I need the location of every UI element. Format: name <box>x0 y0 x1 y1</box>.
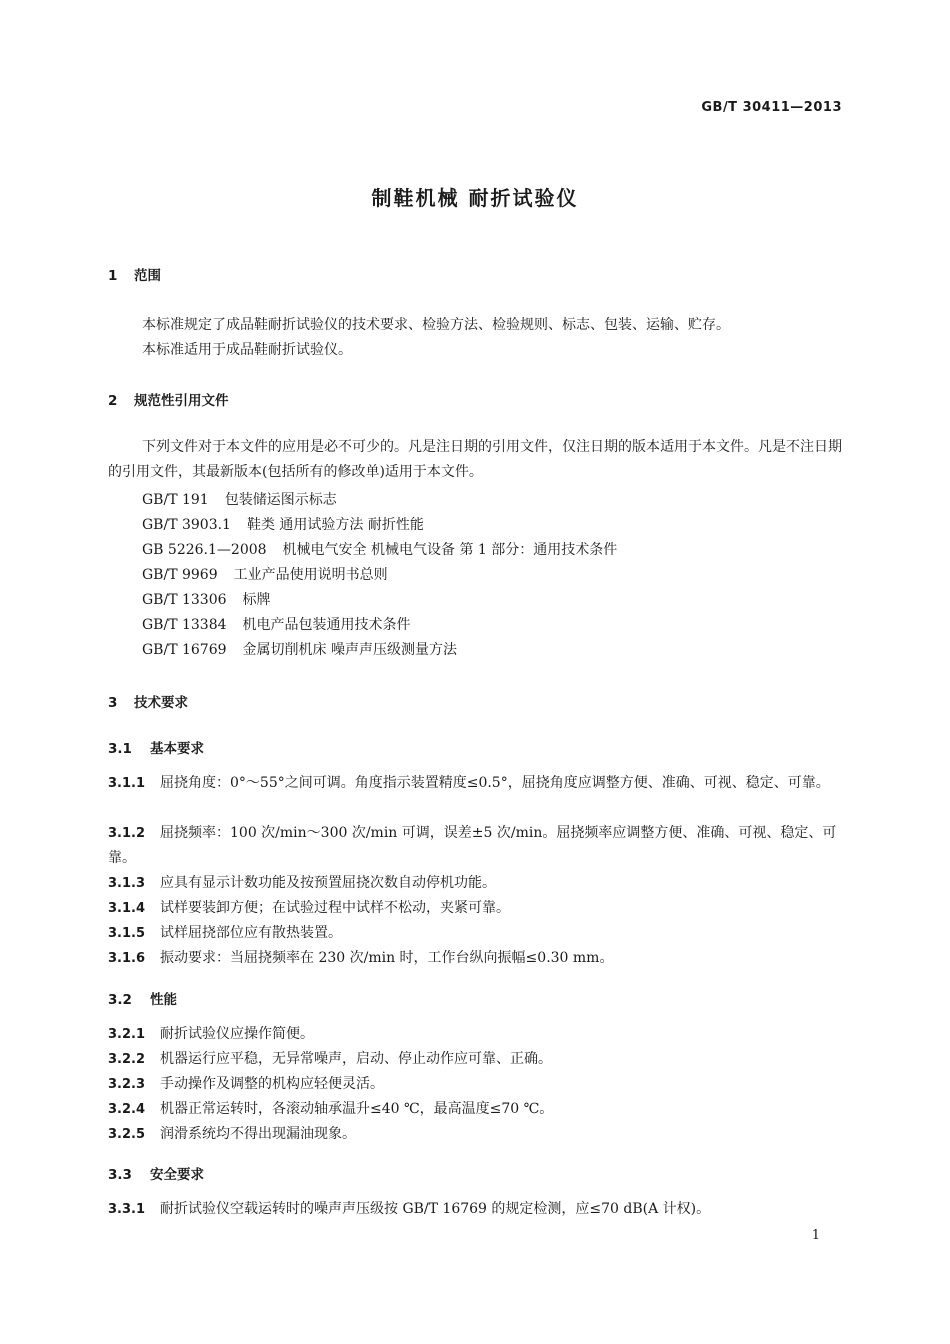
section-title: 基本要求 <box>150 741 204 757</box>
section-number: 2 <box>108 393 118 409</box>
section-title: 技术要求 <box>134 695 188 711</box>
ref-item <box>142 589 287 609</box>
clause-number: 3.1.4 <box>108 901 146 916</box>
clause-text: 润滑系统均不得出现漏油现象。 <box>160 1126 356 1142</box>
clause-number: 3.1.1 <box>108 776 146 791</box>
section-title: 安全要求 <box>150 1167 204 1183</box>
clause-3-1-5 <box>108 921 844 946</box>
section-number: 3.1 <box>108 741 132 757</box>
clause-text: 试样要装卸方便；在试验过程中试样不松动，夹紧可靠。 <box>160 900 510 916</box>
ref-code: GB/T 13384 <box>142 617 227 633</box>
ref-item <box>142 614 427 634</box>
clause-text: 手动操作及调整的机构应轻便灵活。 <box>160 1076 384 1092</box>
clause-number: 3.3.1 <box>108 1202 146 1217</box>
clause-3-2-1 <box>108 1022 844 1047</box>
clause-number: 3.2.2 <box>108 1052 146 1067</box>
section-3-2-heading <box>108 988 177 1008</box>
clause-text: 机器正常运转时，各滚动轴承温升≤40 ℃，最高温度≤70 ℃。 <box>160 1101 554 1117</box>
refs-intro: 下列文件对于本文件的应用是必不可少的。凡是注日期的引用文件，仅注日期的版本适用于本文件。凡是不注日期的引用文件，其最新版本(包括所有的修改单)适用于本文件。 <box>108 439 842 480</box>
section-2-heading <box>108 389 229 409</box>
clause-text: 屈挠角度：0°～55°之间可调。角度指示装置精度≤0.5°，屈挠角度应调整方便、准确、可视、稳定、可靠。 <box>160 775 830 791</box>
ref-title: 机械电气安全 机械电气设备 第 1 部分：通用技术条件 <box>282 542 618 558</box>
clause-3-1-4 <box>108 896 844 921</box>
section-3-1-heading <box>108 737 204 757</box>
section-title: 规范性引用文件 <box>134 393 229 409</box>
clause-3-2-2 <box>108 1047 844 1072</box>
ref-title: 机电产品包装通用技术条件 <box>242 617 411 633</box>
ref-code: GB/T 9969 <box>142 567 218 583</box>
ref-code: GB/T 3903.1 <box>142 517 231 533</box>
ref-code: GB/T 191 <box>142 492 209 508</box>
ref-item <box>142 564 404 584</box>
clause-text: 振动要求：当屈挠频率在 230 次/min 时，工作台纵向振幅≤0.30 mm。 <box>160 950 614 966</box>
page-number: 1 <box>811 1228 820 1243</box>
ref-title: 鞋类 通用试验方法 耐折性能 <box>246 517 424 533</box>
ref-item <box>142 514 440 534</box>
clause-number: 3.1.2 <box>108 826 146 841</box>
ref-title: 金属切削机床 噪声声压级测量方法 <box>242 642 457 658</box>
clause-number: 3.1.5 <box>108 926 146 941</box>
page-title: 制鞋机械 耐折试验仪 <box>371 186 579 210</box>
section-3-heading <box>108 691 188 711</box>
section-title: 范围 <box>134 268 161 284</box>
clause-number: 3.2.5 <box>108 1127 146 1142</box>
section-title: 性能 <box>150 992 177 1008</box>
ref-item <box>142 489 353 509</box>
clause-3-3-1 <box>108 1197 844 1222</box>
ref-code: GB/T 16769 <box>142 642 227 658</box>
clause-text: 屈挠频率：100 次/min～300 次/min 可调，误差±5 次/min。屈挠频率应调整方便、准确、可视、稳定、可靠。 <box>108 825 837 866</box>
ref-code: GB 5226.1—2008 <box>142 542 267 558</box>
section-number: 3.2 <box>108 992 132 1008</box>
clause-text: 机器运行应平稳，无异常噪声，启动、停止动作应可靠、正确。 <box>160 1051 552 1067</box>
section-number: 3.3 <box>108 1167 132 1183</box>
section-number: 1 <box>108 268 118 284</box>
ref-title: 标牌 <box>242 592 271 608</box>
section-number: 3 <box>108 695 118 711</box>
scope-paragraph-2: 本标准适用于成品鞋耐折试验仪。 <box>142 342 352 358</box>
clause-3-2-4 <box>108 1097 844 1122</box>
standard-id: GB/T 30411—2013 <box>701 100 842 115</box>
clause-number: 3.2.3 <box>108 1077 146 1092</box>
clause-number: 3.1.3 <box>108 876 146 891</box>
ref-title: 包装储运图示标志 <box>224 492 337 508</box>
ref-code: GB/T 13306 <box>142 592 227 608</box>
clause-text: 试样屈挠部位应有散热装置。 <box>160 925 342 941</box>
clause-3-1-2 <box>108 821 844 871</box>
clause-3-1-3 <box>108 871 844 896</box>
scope-paragraph-1: 本标准规定了成品鞋耐折试验仪的技术要求、检验方法、检验规则、标志、包装、运输、贮存。 <box>142 317 730 333</box>
clause-text: 耐折试验仪空载运转时的噪声声压级按 GB/T 16769 的规定检测，应≤70 dB(A 计权)。 <box>160 1201 711 1217</box>
ref-title: 工业产品使用说明书总则 <box>233 567 388 583</box>
clause-3-2-3 <box>108 1072 844 1097</box>
clause-number: 3.2.1 <box>108 1027 146 1042</box>
clause-3-2-5 <box>108 1122 844 1147</box>
clause-3-1-1 <box>108 771 844 796</box>
ref-item <box>142 539 633 559</box>
clause-text: 应具有显示计数功能及按预置屈挠次数自动停机功能。 <box>160 875 496 891</box>
clause-3-1-6 <box>108 946 844 971</box>
clause-number: 3.1.6 <box>108 951 146 966</box>
section-1-heading <box>108 264 161 284</box>
section-3-3-heading <box>108 1163 204 1183</box>
clause-text: 耐折试验仪应操作简便。 <box>160 1026 314 1042</box>
clause-number: 3.2.4 <box>108 1102 146 1117</box>
ref-item <box>142 639 473 659</box>
